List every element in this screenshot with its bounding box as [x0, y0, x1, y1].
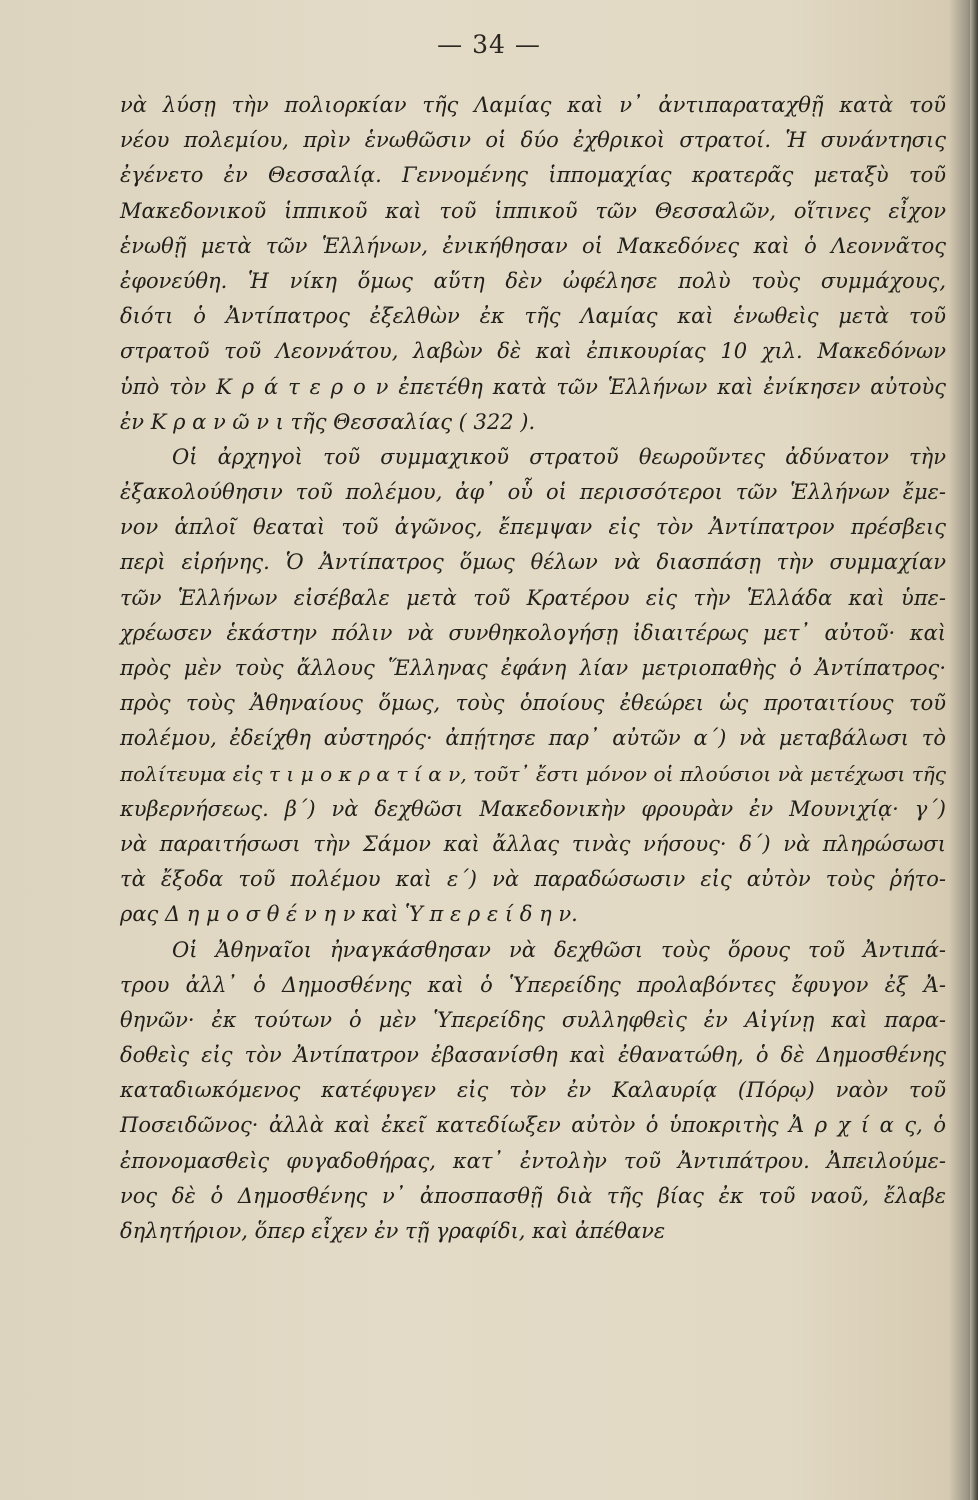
text-line: νέου πολεμίου, πρὶν ἑνωθῶσιν οἱ δύο ἐχθρικοὶ στρατοί. Ἡ συνάντησις: [120, 128, 946, 153]
text-line: περὶ εἰρήνης. Ὁ Ἀντίπατρος ὅμως θέλων νὰ διασπάσῃ τὴν συμμαχίαν: [120, 550, 946, 575]
text-line: δοθεὶς εἰς τὸν Ἀντίπατρον ἐβασανίσθη καὶ ἐθανατώθη, ὁ δὲ Δημοσθένης: [120, 1043, 946, 1068]
text-line: πρὸς τοὺς Ἀθηναίους ὅμως, τοὺς ὁποίους ἐθεώρει ὡς προταιτίους τοῦ: [120, 691, 946, 716]
text-line: ρας Δ η μ ο σ θ έ ν η ν καὶ Ὑ π ε ρ ε ί δ η ν.: [120, 902, 578, 927]
body-text: [120, 88, 946, 1249]
text-line: ἐγένετο ἐν Θεσσαλίᾳ. Γεννομένης ἱππομαχίας κρατερᾶς μεταξὺ τοῦ: [120, 163, 946, 188]
text-line: Οἱ ἀρχηγοὶ τοῦ συμμαχικοῦ στρατοῦ θεωροῦντες ἀδύνατον τὴν: [172, 444, 946, 469]
text-line: νος δὲ ὁ Δημοσθένης ν᾿ ἀποσπασθῇ διὰ τῆς βίας ἐκ τοῦ ναοῦ, ἔλαβε: [120, 1183, 946, 1208]
text-line: Ποσειδῶνος· ἀλλὰ καὶ ἐκεῖ κατεδίωξεν αὐτὸν ὁ ὑποκριτὴς Ἀ ρ χ ί α ς, ὁ: [120, 1113, 946, 1138]
text-line: στρατοῦ τοῦ Λεοννάτου, λαβὼν δὲ καὶ ἐπικουρίας 10 χιλ. Μακεδόνων: [120, 339, 946, 364]
page-edge: [970, 0, 978, 1500]
text-line: πρὸς μὲν τοὺς ἄλλους Ἕλληνας ἐφάνη λίαν μετριοπαθὴς ὁ Ἀντίπατρος·: [120, 656, 946, 680]
text-line: ἐν Κ ρ α ν ῶ ν ι τῆς Θεσσαλίας ( 322 ).: [120, 409, 536, 434]
text-line: θηνῶν· ἐκ τούτων ὁ μὲν Ὑπερείδης συλληφθεὶς ἐν Αἰγίνῃ καὶ παρα-: [120, 1007, 946, 1032]
text-line: πολέμου, ἐδείχθη αὐστηρός· ἀπῄτησε παρ᾿ αὐτῶν α΄) νὰ μεταβάλωσι τὸ: [120, 726, 946, 751]
text-line: κυβερνήσεως. β΄) νὰ δεχθῶσι Μακεδονικὴν φρουρὰν ἐν Μουνιχίᾳ· γ΄): [120, 796, 946, 821]
text-line: ἐπονομασθεὶς φυγαδοθήρας, κατ᾿ ἐντολὴν τοῦ Ἀντιπάτρου. Ἀπειλούμε-: [120, 1148, 946, 1173]
text-line: καταδιωκόμενος κατέφυγεν εἰς τὸν ἐν Καλαυρίᾳ (Πόρῳ) ναὸν τοῦ: [120, 1078, 946, 1103]
text-line: νον ἁπλοῖ θεαταὶ τοῦ ἀγῶνος, ἔπεμψαν εἰς τὸν Ἀντίπατρον πρέσβεις: [120, 515, 946, 540]
text-line: διότι ὁ Ἀντίπατρος ἐξελθὼν ἐκ τῆς Λαμίας καὶ ἑνωθεὶς μετὰ τοῦ: [120, 304, 946, 329]
text-line: νὰ παραιτήσωσι τὴν Σάμον καὶ ἄλλας τινὰς νήσους· δ΄) νὰ πληρώσωσι: [120, 831, 946, 856]
text-line: πολίτευμα εἰς τ ι μ ο κ ρ α τ ί α ν, τοῦτ᾿ ἔστι μόνον οἱ πλούσιοι νὰ μετέχωσι τῆς: [120, 761, 946, 786]
text-line: Μακεδονικοῦ ἱππικοῦ καὶ τοῦ ἱππικοῦ τῶν Θεσσαλῶν, οἵτινες εἶχον: [120, 198, 946, 223]
text-line: χρέωσεν ἑκάστην πόλιν νὰ συνθηκολογήσῃ ἰδιαιτέρως μετ᾿ αὐτοῦ· καὶ: [120, 620, 946, 645]
text-line: ἐφονεύθη. Ἡ νίκη ὅμως αὕτη δὲν ὠφέλησε πολὺ τοὺς συμμάχους,: [120, 268, 946, 293]
text-line: ἑνωθῇ μετὰ τῶν Ἑλλήνων, ἐνικήθησαν οἱ Μακεδόνες καὶ ὁ Λεοννᾶτος: [120, 233, 946, 258]
page-number: — 34 —: [437, 30, 541, 59]
text-line: τῶν Ἑλλήνων εἰσέβαλε μετὰ τοῦ Κρατέρου εἰς τὴν Ἑλλάδα καὶ ὑπε-: [120, 585, 946, 610]
text-line: ἐξακολούθησιν τοῦ πολέμου, ἀφ᾿ οὗ οἱ περισσότεροι τῶν Ἑλλήνων ἔμε-: [120, 480, 946, 505]
text-line: τὰ ἔξοδα τοῦ πολέμου καὶ ε΄) νὰ παραδώσωσιν εἰς αὐτὸν τοὺς ῥήτο-: [120, 867, 946, 892]
text-line: Οἱ Ἀθηναῖοι ἠναγκάσθησαν νὰ δεχθῶσι τοὺς ὅρους τοῦ Ἀντιπά-: [172, 937, 946, 962]
text-line: νὰ λύσῃ τὴν πολιορκίαν τῆς Λαμίας καὶ ν᾿ ἀντιπαραταχθῇ κατὰ τοῦ: [120, 93, 946, 117]
text-line: τρου ἀλλ᾿ ὁ Δημοσθένης καὶ ὁ Ὑπερείδης προλαβόντες ἔφυγον ἐξ Ἀ-: [120, 972, 946, 997]
text-line: ὑπὸ τὸν Κ ρ ά τ ε ρ ο ν ἐπετέθη κατὰ τῶν Ἑλλήνων καὶ ἐνίκησεν αὐτοὺς: [120, 374, 946, 399]
text-line: δηλητήριον, ὅπερ εἶχεν ἐν τῇ γραφίδι, καὶ ἀπέθανε: [120, 1219, 666, 1243]
